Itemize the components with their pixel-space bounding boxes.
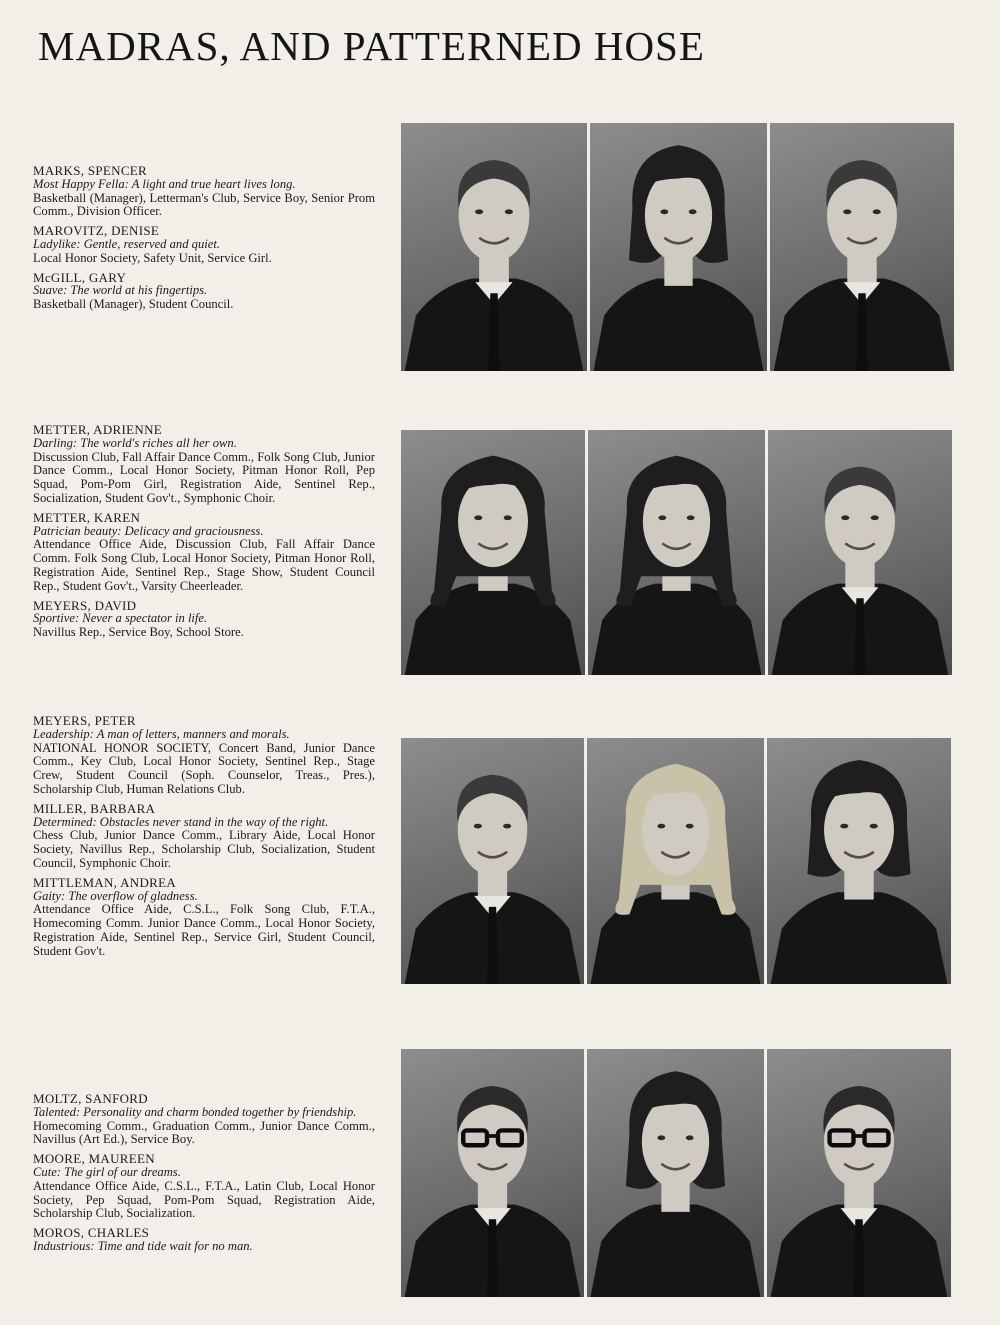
senior-motto: Darling: The world's riches all her own. [33, 435, 237, 450]
senior-entry [33, 164, 375, 219]
portrait-silhouette [401, 123, 587, 371]
portrait-silhouette [401, 1049, 584, 1297]
senior-motto: Patrician beauty: Delicacy and graciousness. [33, 523, 264, 538]
page-title: MADRAS, AND PATTERNED HOSE [38, 23, 705, 69]
senior-portrait [401, 738, 584, 984]
senior-activities: Basketball (Manager), Student Council. [33, 297, 234, 312]
senior-entry [33, 1092, 375, 1147]
senior-name: McGILL, GARY [33, 269, 127, 285]
senior-motto: Gaity: The overflow of gladness. [33, 888, 198, 903]
portrait-silhouette [588, 430, 765, 675]
senior-activities: NATIONAL HONOR SOCIETY, Concert Band, Junior Dance Comm., Key Club, Local Honor Society, Sentinel Rep., Stage Crew, Student Council (Soph. Counselor, Treas., Pres.), Scholarship Club, Human Relations Club. [33, 740, 375, 796]
senior-portrait [587, 1049, 764, 1297]
senior-name: MOORE, MAUREEN [33, 1151, 155, 1167]
senior-name: MILLER, BARBARA [33, 800, 156, 816]
portrait-silhouette [401, 430, 585, 675]
senior-entry [33, 876, 375, 959]
senior-portrait [401, 123, 587, 371]
senior-portrait [588, 430, 765, 675]
senior-activities: Chess Club, Junior Dance Comm., Library Aide, Local Honor Society, Navillus Rep., Scholarship Club, Socialization, Student Council, Symphonic Choir. [33, 828, 375, 870]
senior-motto: Cute: The girl of our dreams. [33, 1164, 181, 1179]
senior-portrait [768, 430, 952, 675]
senior-motto: Talented: Personality and charm bonded together by friendship. [33, 1104, 357, 1119]
portrait-silhouette [590, 123, 767, 371]
senior-activities: Navillus Rep., Service Boy, School Store. [33, 625, 244, 640]
senior-entry [33, 714, 375, 797]
senior-portrait [401, 1049, 584, 1297]
senior-name: MITTLEMAN, ANDREA [33, 874, 177, 890]
senior-motto: Sportive: Never a spectator in life. [33, 611, 208, 626]
senior-entry [33, 802, 375, 871]
senior-motto: Suave: The world at his fingertips. [33, 283, 208, 298]
senior-motto: Ladylike: Gentle, reserved and quiet. [33, 236, 220, 251]
caption-block-2 [33, 423, 375, 645]
senior-name: MOROS, CHARLES [33, 1225, 150, 1241]
senior-entry [33, 1152, 375, 1221]
senior-activities: Attendance Office Aide, C.S.L., Folk Song Club, F.T.A., Homecoming Comm. Junior Dance Comm., Local Honor Society, Registration Aide, Sentinel Rep., Service Girl, Student Council, Student Gov't. [33, 902, 375, 958]
photo-row-1 [401, 123, 954, 371]
senior-portrait [590, 123, 767, 371]
senior-activities: Discussion Club, Fall Affair Dance Comm., Folk Song Club, Junior Dance Comm., Local Honor Society, Pitman Honor Roll, Pep Squad, Pom-Pom Girl, Registration Aide, Sentinel Rep., Socialization, Student Gov't., Symphonic Choir. [33, 449, 375, 505]
senior-portrait [587, 738, 764, 984]
senior-motto: Industrious: Time and tide wait for no man. [33, 1238, 253, 1253]
senior-portrait [767, 738, 951, 984]
senior-entry [33, 1226, 375, 1254]
senior-entry [33, 511, 375, 594]
senior-entry [33, 423, 375, 506]
senior-name: MARKS, SPENCER [33, 163, 148, 178]
senior-name: MEYERS, DAVID [33, 597, 137, 613]
portrait-silhouette [767, 1049, 951, 1297]
senior-activities: Basketball (Manager), Letterman's Club, Service Boy, Senior Prom Comm., Division Officer. [33, 190, 375, 219]
senior-name: MOLTZ, SANFORD [33, 1091, 148, 1106]
photo-row-3 [401, 738, 951, 984]
photo-row-2 [401, 430, 952, 675]
caption-block-1 [33, 164, 375, 317]
portrait-silhouette [770, 123, 954, 371]
caption-block-4 [33, 1092, 375, 1259]
photo-row-4 [401, 1049, 951, 1297]
portrait-silhouette [767, 738, 951, 984]
senior-activities: Local Honor Society, Safety Unit, Service Girl. [33, 250, 272, 265]
senior-portrait [401, 430, 585, 675]
senior-entry [33, 271, 375, 312]
senior-entry [33, 599, 375, 640]
portrait-silhouette [587, 738, 764, 984]
senior-name: MAROVITZ, DENISE [33, 223, 160, 239]
senior-name: METTER, KAREN [33, 509, 141, 525]
portrait-silhouette [401, 738, 584, 984]
senior-activities: Homecoming Comm., Graduation Comm., Junior Dance Comm., Navillus (Art Ed.), Service Boy. [33, 1118, 375, 1147]
senior-portrait [770, 123, 954, 371]
senior-motto: Determined: Obstacles never stand in the way of the right. [33, 814, 329, 829]
senior-name: MEYERS, PETER [33, 713, 136, 728]
portrait-silhouette [768, 430, 952, 675]
portrait-silhouette [587, 1049, 764, 1297]
senior-activities: Attendance Office Aide, C.S.L., F.T.A., Latin Club, Local Honor Society, Pep Squad, Pom-Pom Squad, Registration Aide, Scholarship Club, Socialization. [33, 1178, 375, 1221]
senior-activities: Attendance Office Aide, Discussion Club, Fall Affair Dance Comm. Folk Song Club, Local Honor Society, Pitman Honor Roll, Registration Aide, Sentinel Rep., Stage Show, Student Council Rep., Student Gov't., Varsity Cheerleader. [33, 537, 375, 593]
senior-motto: Leadership: A man of letters, manners and morals. [33, 726, 290, 741]
senior-motto: Most Happy Fella: A light and true heart lives long. [33, 176, 296, 191]
senior-entry [33, 224, 375, 265]
senior-name: METTER, ADRIENNE [33, 422, 163, 437]
senior-portrait [767, 1049, 951, 1297]
caption-block-3 [33, 714, 375, 964]
